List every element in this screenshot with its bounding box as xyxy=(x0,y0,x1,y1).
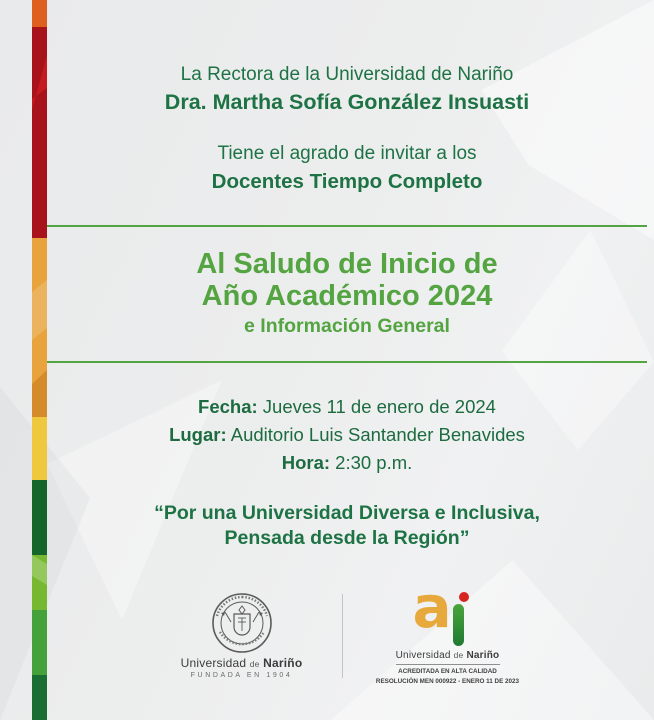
ai-letter-i-stem xyxy=(453,604,464,646)
motto-line2: Pensada desde la Región” xyxy=(224,526,470,549)
time-label: Hora: xyxy=(281,452,331,473)
event-title-line2: Año Académico 2024 xyxy=(201,280,493,313)
event-place xyxy=(47,424,647,446)
accreditation-text: ACREDITADA EN ALTA CALIDAD RESOLUCIÓN MEN 000922 - ENERO 11 DE 2023 xyxy=(375,668,520,686)
event-title xyxy=(47,248,647,313)
date-value: Jueves 11 de enero de 2024 xyxy=(257,396,496,417)
footer-logos xyxy=(47,573,647,687)
invite-line: Tiene el agrado de invitar a los xyxy=(217,143,477,164)
stripe-segment-orange xyxy=(32,0,47,27)
rector-name: Dra. Martha Sofía González Insuasti xyxy=(164,90,530,114)
seal-logo-tagline: FUNDADA EN 1904 xyxy=(190,672,293,679)
ai-logo-rule xyxy=(396,664,500,665)
time-value: 2:30 p.m. xyxy=(330,452,413,473)
stripe-segment-bottom-green xyxy=(32,675,47,720)
ai-letter-a: a xyxy=(412,573,452,641)
event-subtitle: e Información General xyxy=(244,315,450,337)
divider-rule-top xyxy=(47,225,647,227)
event-time xyxy=(47,452,647,474)
stripe-segment-dark-red xyxy=(32,27,47,238)
footer-divider-line xyxy=(342,594,343,678)
audience-line: Docentes Tiempo Completo xyxy=(211,170,483,193)
place-label: Lugar: xyxy=(169,424,227,445)
ai-logo-name: Universidad de Nariño xyxy=(395,650,500,661)
stripe-segment-mid-green xyxy=(32,610,47,675)
place-value: Auditorio Luis Santander Benavides xyxy=(226,424,525,445)
event-date xyxy=(47,396,647,418)
university-seal-icon xyxy=(211,592,273,654)
motto-quote xyxy=(47,501,647,551)
seal-logo-name: Universidad de Nariño xyxy=(180,656,303,670)
ai-wordmark-icon xyxy=(412,573,483,648)
university-seal-logo xyxy=(162,592,322,679)
accreditation-logo xyxy=(363,573,533,687)
ai-letter-i-dot xyxy=(459,592,469,602)
intro-line: La Rectora de la Universidad de Nariño xyxy=(180,64,514,85)
motto-line1: “Por una Universidad Diversa e Inclusiva, xyxy=(154,502,540,524)
stripe-segment-dark-green xyxy=(32,480,47,555)
date-label: Fecha: xyxy=(198,396,258,417)
stripe-segment-yellow xyxy=(32,417,47,480)
event-title-line1: Al Saludo de Inicio de xyxy=(196,248,498,280)
divider-rule-bottom xyxy=(47,361,647,363)
left-color-stripe xyxy=(32,0,47,720)
